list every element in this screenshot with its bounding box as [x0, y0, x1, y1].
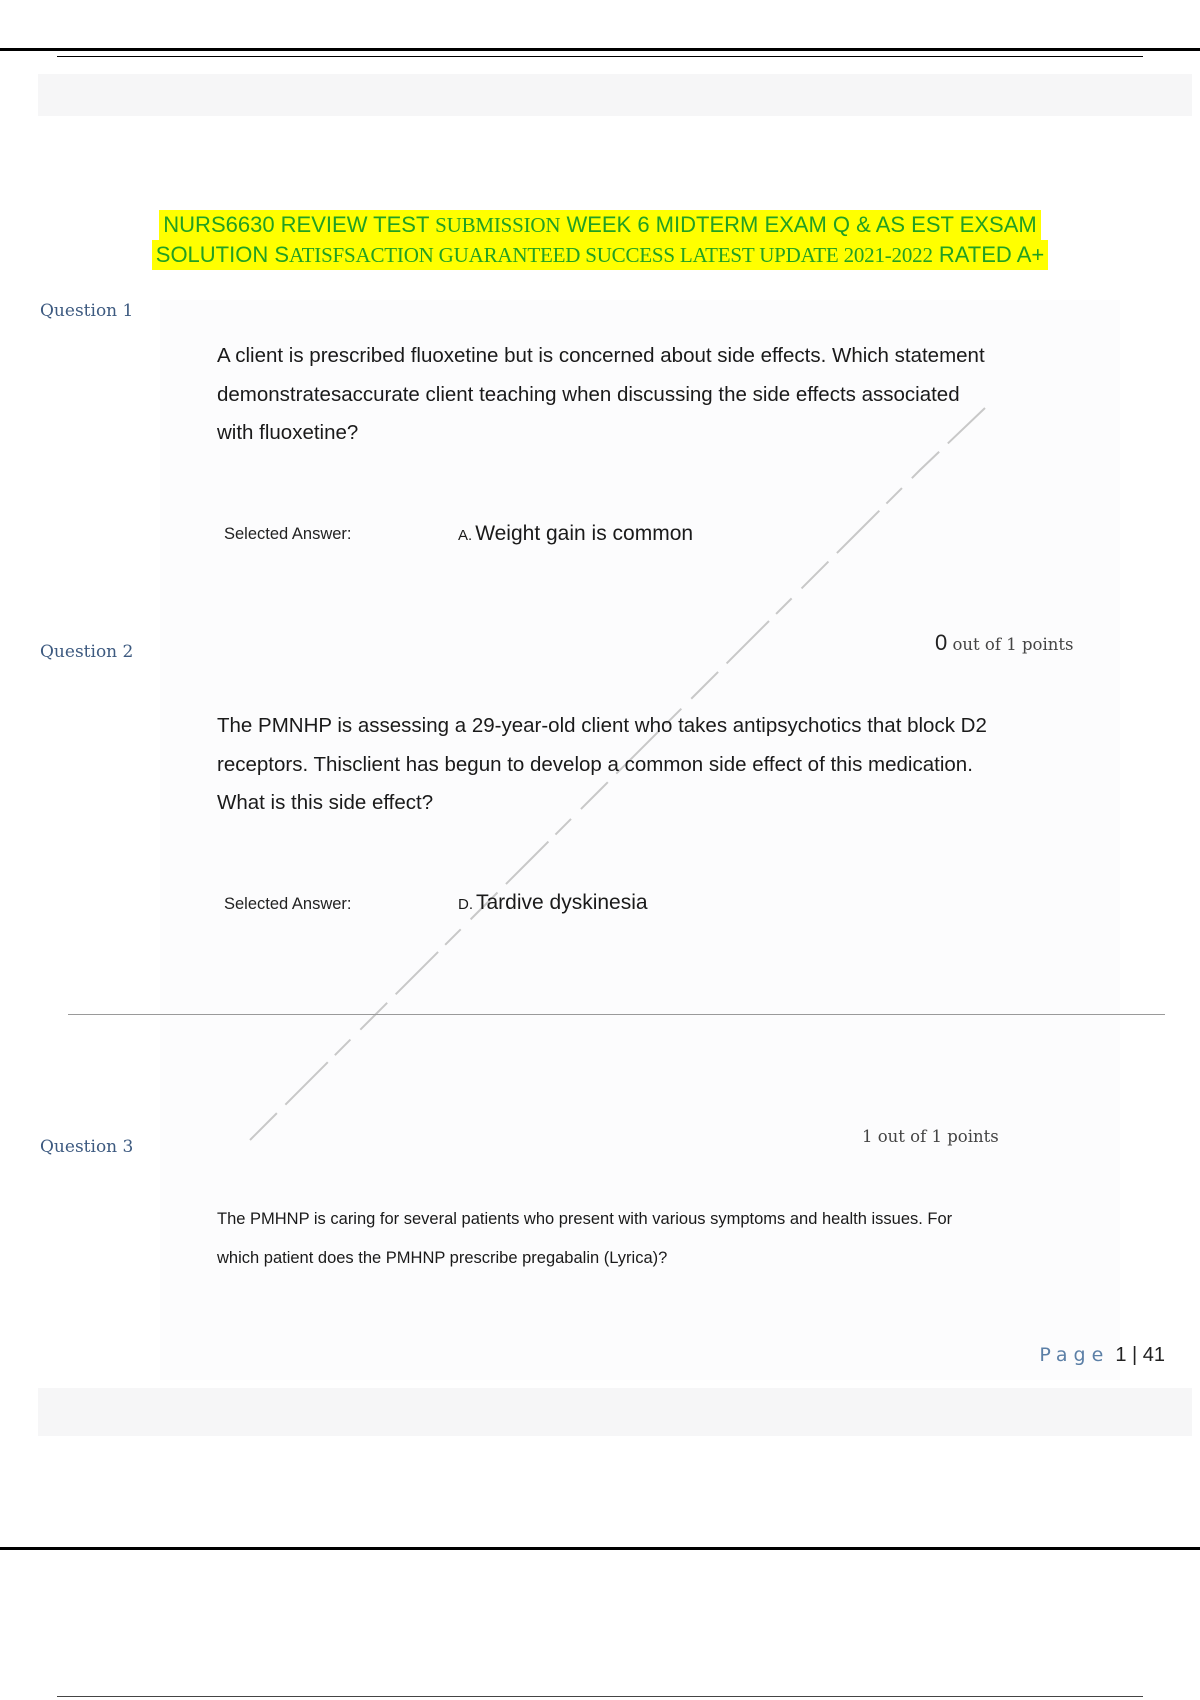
question-1-answer [458, 522, 693, 546]
question-1-line-3: with fluoxetine? [217, 421, 359, 444]
question-3-line-2: which patient does the PMHNP prescribe pregabalin (Lyrica)? [217, 1249, 668, 1267]
question-3-line-1: The PMHNP is caring for several patients who present with various symptoms and health issues. For [217, 1210, 953, 1228]
question-3-points: 1 out of 1 points [862, 1127, 999, 1146]
question-2-text [217, 707, 1077, 823]
title-line-2 [0, 240, 1200, 270]
question-2-answer-letter: D. [458, 896, 473, 913]
question-2-answer-text: Tardive dyskinesia [476, 891, 648, 914]
page-number [1039, 1344, 1165, 1367]
question-1-line-2: demonstratesaccurate client teaching when discussing the side effects associated [217, 382, 960, 406]
question-2-line-3: What is this side effect? [217, 791, 434, 814]
title-line-1 [0, 210, 1200, 240]
title-line-1-part-c: WEEK 6 MIDTERM EXAM Q & AS EST EXSAM [560, 212, 1037, 237]
question-2-answer-label: Selected Answer: [224, 895, 352, 913]
question-1-answer-letter: A. [458, 527, 473, 544]
question-2-line-1: The PMNHP is assessing a 29-year-old client who takes antipsychotics that block D2 [217, 714, 987, 737]
question-2-points [935, 630, 1073, 656]
page-word: Page [1039, 1344, 1110, 1366]
top-rule-thick [0, 48, 1200, 51]
title-line-1-part-a: NURS6630 REVIEW TEST [163, 212, 436, 237]
title-line-2-part-a: SOLUTION S [155, 242, 290, 267]
question-2-points-text: out of 1 points [947, 635, 1074, 654]
footer-band [38, 1388, 1192, 1436]
bottom-rule-thin [57, 1696, 1143, 1697]
section-divider [68, 1014, 1165, 1015]
bottom-rule-thick [0, 1547, 1200, 1550]
page-total: 41 [1142, 1344, 1165, 1366]
title-line-2-part-c: RATED A+ [932, 242, 1045, 267]
question-1-text [217, 337, 1077, 453]
question-1-label: Question 1 [40, 301, 134, 321]
header-band [38, 74, 1192, 116]
question-1-answer-label: Selected Answer: [224, 525, 352, 543]
document-title [0, 210, 1200, 270]
question-3-label: Question 3 [40, 1137, 134, 1157]
question-2-answer [458, 891, 648, 915]
top-rule-thin [57, 56, 1143, 57]
page-separator: | [1126, 1344, 1143, 1366]
question-3-text [217, 1200, 1077, 1278]
page-current: 1 [1115, 1344, 1127, 1366]
question-1-answer-text: Weight gain is common [475, 522, 694, 545]
title-line-1-part-b: SUBMISSION [435, 213, 561, 237]
question-2-line-2: receptors. Thisclient has begun to develop a common side effect of this medication. [217, 752, 973, 776]
title-line-2-part-b: ATISFSACTION GUARANTEED SUCCESS LATEST UPDATE 2021-2022 [289, 243, 933, 267]
question-1-line-1: A client is prescribed fluoxetine but is concerned about side effects. Which statement [217, 344, 985, 367]
question-2-label: Question 2 [40, 642, 134, 662]
question-2-points-score: 0 [935, 630, 948, 655]
